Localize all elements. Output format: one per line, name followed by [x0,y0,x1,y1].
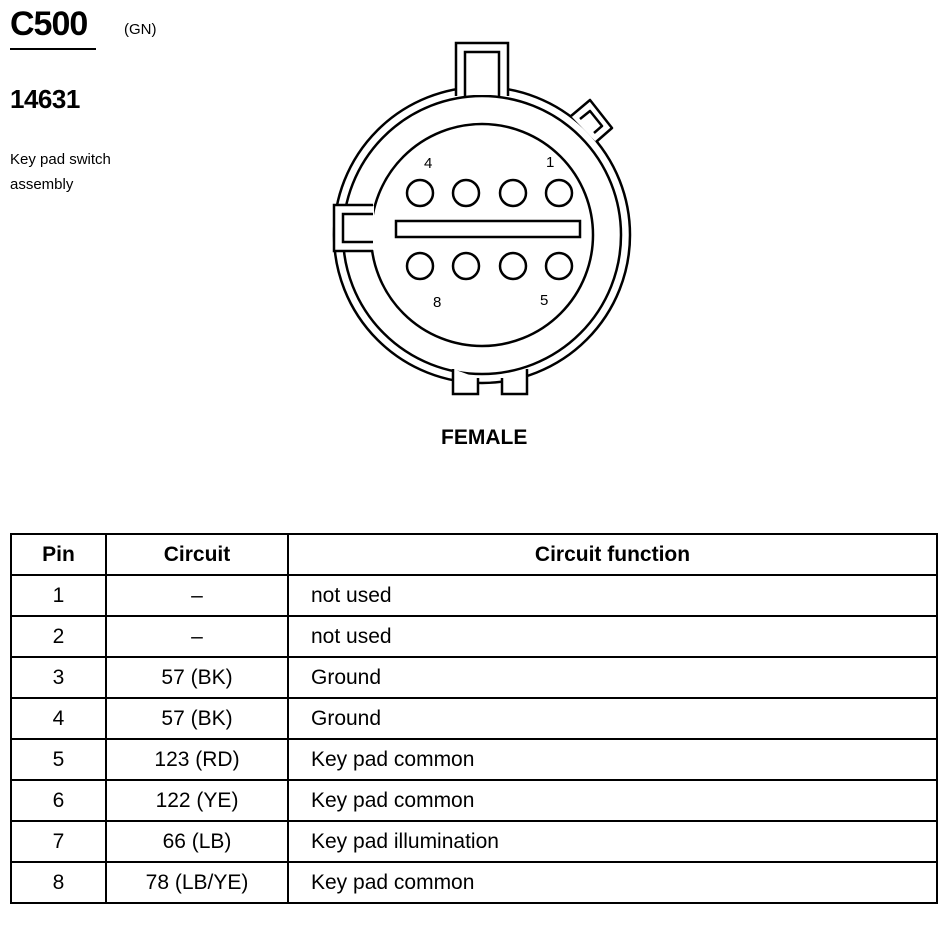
pin-cavity-3 [453,180,479,206]
pin-cell: 8 [11,862,106,903]
table-row [11,739,937,780]
circuit-cell: 122 (YE) [106,780,288,821]
pin-cavity-1 [546,180,572,206]
function-cell: not used [288,616,937,657]
pin-label-4: 4 [424,155,433,172]
table-row [11,657,937,698]
table-row [11,575,937,616]
pin-cavity-2 [500,180,526,206]
header-circuit: Circuit [106,534,288,575]
header-pin: Pin [11,534,106,575]
table-row [11,616,937,657]
pin-label-5: 5 [540,292,549,309]
function-cell: Ground [288,657,937,698]
pin-cavity-5 [546,253,572,279]
pin-cell: 2 [11,616,106,657]
pin-cell: 1 [11,575,106,616]
circuit-cell: 78 (LB/YE) [106,862,288,903]
pin-cavity-6 [500,253,526,279]
table-row [11,698,937,739]
table-row [11,862,937,903]
center-key-slot [396,221,580,237]
circuit-cell: – [106,575,288,616]
component-name: Key pad switch assembly [10,151,111,193]
pin-label-8: 8 [433,294,442,311]
left-latch [334,205,374,251]
function-cell: not used [288,575,937,616]
circuit-cell: 123 (RD) [106,739,288,780]
connector-face-diagram [0,0,949,420]
pin-cell: 6 [11,780,106,821]
circuit-cell: 66 (LB) [106,821,288,862]
pin-cavity-4 [407,180,433,206]
pin-cavity-8 [407,253,433,279]
pin-cavity-7 [453,253,479,279]
table-header-row [11,534,937,575]
connector-color: (GN) [124,21,157,38]
circuit-cell: 57 (BK) [106,657,288,698]
part-number: 14631 [10,84,80,114]
view-label: FEMALE [441,426,528,449]
function-cell: Key pad common [288,780,937,821]
connector-id: C500 [10,5,88,43]
table-row [11,780,937,821]
header-circuit-function: Circuit function [288,534,937,575]
pin-cell: 3 [11,657,106,698]
pin-cell: 4 [11,698,106,739]
pin-cell: 5 [11,739,106,780]
function-cell: Ground [288,698,937,739]
pin-cell: 7 [11,821,106,862]
circuit-cell: 57 (BK) [106,698,288,739]
table-row [11,821,937,862]
pinout-table [10,533,938,904]
function-cell: Key pad common [288,862,937,903]
function-cell: Key pad illumination [288,821,937,862]
top-key-tab [456,43,508,96]
right-key-tab [571,100,612,142]
function-cell: Key pad common [288,739,937,780]
circuit-cell: – [106,616,288,657]
pin-label-1: 1 [546,154,555,171]
